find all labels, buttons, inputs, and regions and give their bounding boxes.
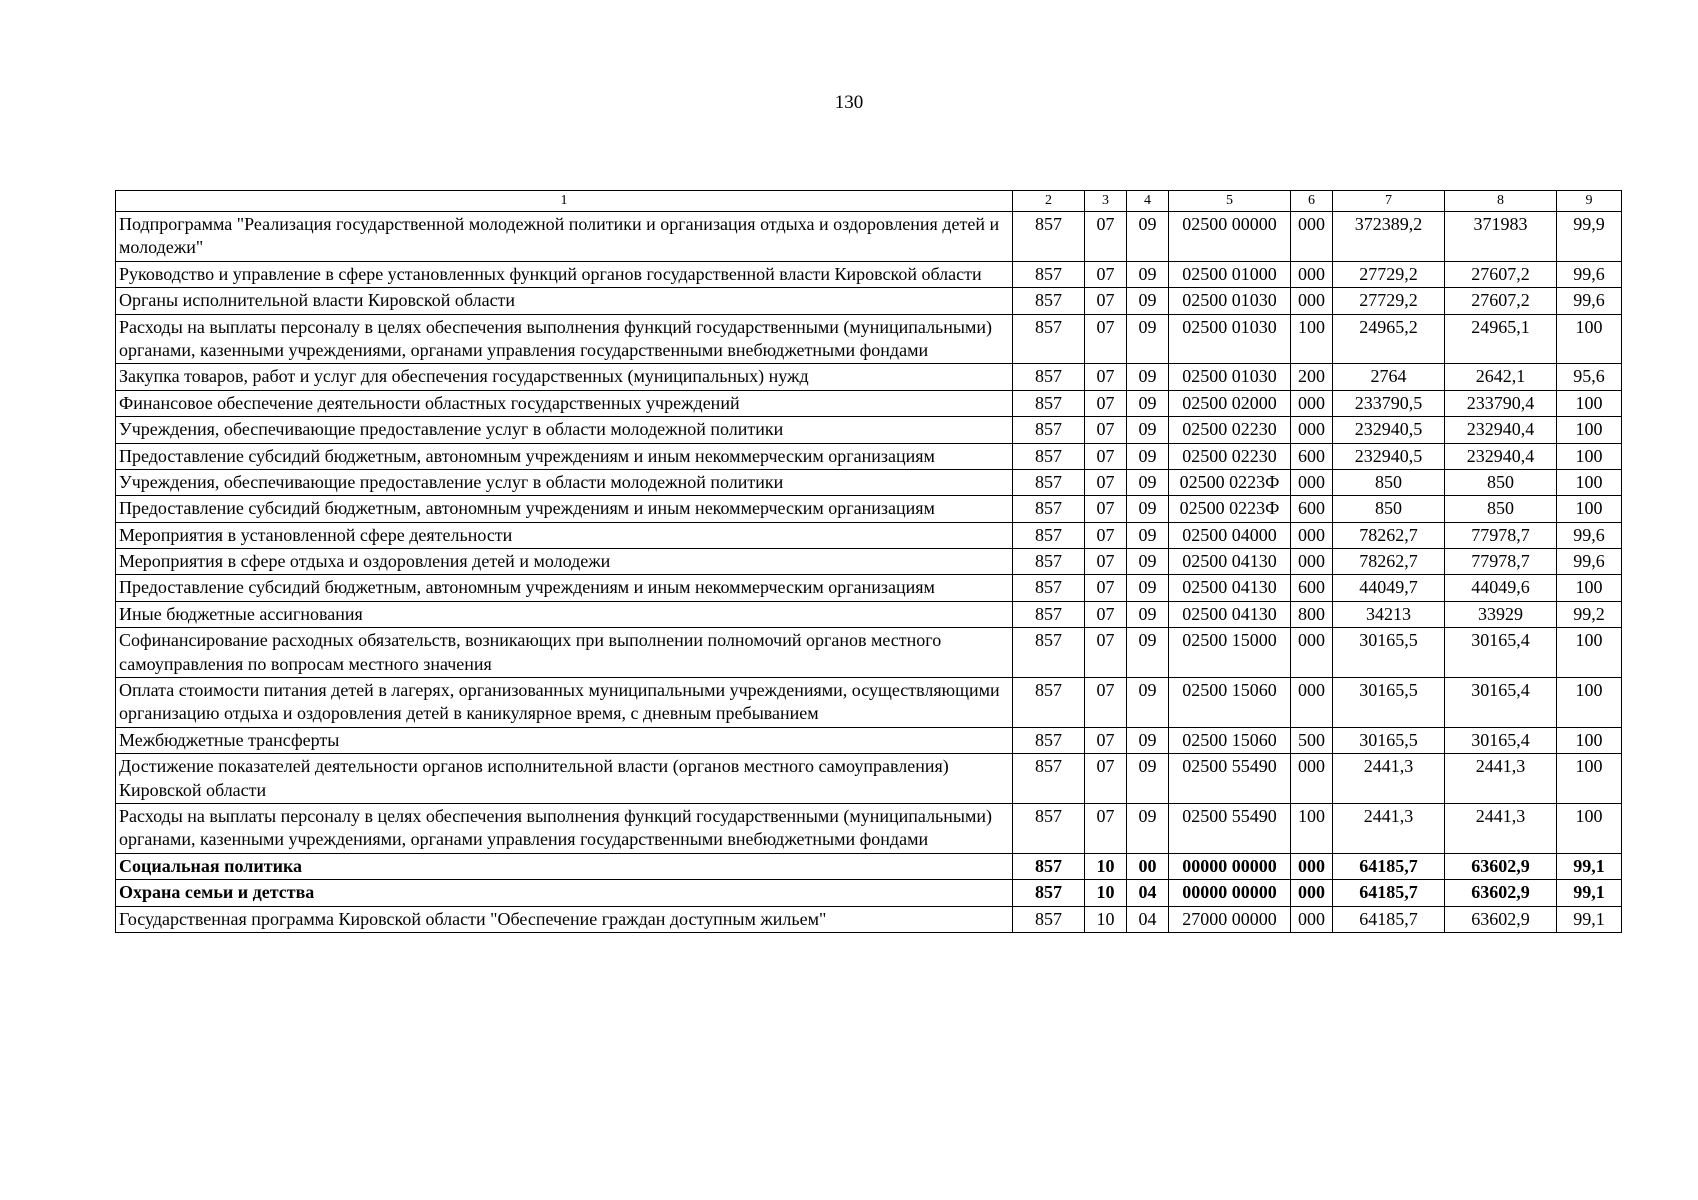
table-row [116,906,1622,932]
planned-amount-cell: 64185,7 [1333,853,1445,879]
row-name-cell: Охрана семьи и детства [116,880,1013,906]
planned-amount-cell: 27729,2 [1333,261,1445,287]
target-code-cell: 00000 00000 [1169,853,1291,879]
target-code-cell: 02500 04130 [1169,549,1291,575]
section-code-cell: 07 [1085,754,1127,804]
actual-amount-cell: 2642,1 [1445,364,1557,390]
percent-cell: 99,1 [1557,880,1622,906]
subsection-code-cell: 09 [1127,754,1169,804]
subsection-code-cell: 09 [1127,496,1169,522]
expense-type-cell: 000 [1291,628,1333,678]
table-row [116,443,1622,469]
row-name-cell: Предоставление субсидий бюджетным, автономным учреждениям и иным некоммерческим организациям [116,575,1013,601]
actual-amount-cell: 63602,9 [1445,880,1557,906]
expense-type-cell: 000 [1291,906,1333,932]
actual-amount-cell: 2441,3 [1445,803,1557,853]
column-header: 6 [1291,191,1333,212]
ministry-code-cell: 857 [1013,390,1085,416]
actual-amount-cell: 232940,4 [1445,443,1557,469]
subsection-code-cell: 09 [1127,803,1169,853]
subsection-code-cell: 09 [1127,261,1169,287]
target-code-cell: 02500 04130 [1169,575,1291,601]
target-code-cell: 02500 02000 [1169,390,1291,416]
row-name-cell: Финансовое обеспечение деятельности областных государственных учреждений [116,390,1013,416]
subsection-code-cell: 09 [1127,522,1169,548]
percent-cell: 100 [1557,575,1622,601]
percent-cell: 99,2 [1557,601,1622,627]
subsection-code-cell: 09 [1127,314,1169,364]
section-code-cell: 07 [1085,417,1127,443]
section-code-cell: 07 [1085,678,1127,728]
percent-cell: 100 [1557,314,1622,364]
ministry-code-cell: 857 [1013,443,1085,469]
table-row [116,364,1622,390]
target-code-cell: 02500 0223Ф [1169,469,1291,495]
table-row [116,390,1622,416]
section-code-cell: 07 [1085,261,1127,287]
expense-type-cell: 000 [1291,522,1333,548]
ministry-code-cell: 857 [1013,549,1085,575]
expense-type-cell: 000 [1291,212,1333,262]
target-code-cell: 02500 15000 [1169,628,1291,678]
section-code-cell: 07 [1085,390,1127,416]
target-code-cell: 02500 01030 [1169,314,1291,364]
table-row [116,549,1622,575]
column-number-row [116,191,1622,212]
ministry-code-cell: 857 [1013,880,1085,906]
expense-type-cell: 000 [1291,469,1333,495]
percent-cell: 99,6 [1557,522,1622,548]
actual-amount-cell: 30165,4 [1445,678,1557,728]
planned-amount-cell: 232940,5 [1333,417,1445,443]
actual-amount-cell: 30165,4 [1445,727,1557,753]
actual-amount-cell: 63602,9 [1445,906,1557,932]
table-row [116,853,1622,879]
actual-amount-cell: 77978,7 [1445,549,1557,575]
ministry-code-cell: 857 [1013,496,1085,522]
subsection-code-cell: 09 [1127,443,1169,469]
actual-amount-cell: 2441,3 [1445,754,1557,804]
percent-cell: 100 [1557,727,1622,753]
target-code-cell: 02500 04130 [1169,601,1291,627]
ministry-code-cell: 857 [1013,601,1085,627]
table-row [116,880,1622,906]
expense-type-cell: 000 [1291,288,1333,314]
table-row [116,727,1622,753]
planned-amount-cell: 232940,5 [1333,443,1445,469]
section-code-cell: 07 [1085,469,1127,495]
expense-type-cell: 800 [1291,601,1333,627]
ministry-code-cell: 857 [1013,261,1085,287]
section-code-cell: 07 [1085,496,1127,522]
table-row [116,522,1622,548]
column-header: 4 [1127,191,1169,212]
ministry-code-cell: 857 [1013,906,1085,932]
planned-amount-cell: 850 [1333,469,1445,495]
expense-type-cell: 000 [1291,880,1333,906]
row-name-cell: Расходы на выплаты персоналу в целях обеспечения выполнения функций государственными (муниципальными) органами, казенными учреждениями, органами управления государственными внебюджетными фондами [116,314,1013,364]
row-name-cell: Мероприятия в установленной сфере деятельности [116,522,1013,548]
column-header: 5 [1169,191,1291,212]
table-row [116,417,1622,443]
section-code-cell: 07 [1085,443,1127,469]
percent-cell: 100 [1557,754,1622,804]
subsection-code-cell: 04 [1127,880,1169,906]
percent-cell: 100 [1557,803,1622,853]
column-header: 9 [1557,191,1622,212]
planned-amount-cell: 372389,2 [1333,212,1445,262]
expense-type-cell: 600 [1291,575,1333,601]
planned-amount-cell: 2441,3 [1333,803,1445,853]
table-row [116,314,1622,364]
target-code-cell: 02500 01030 [1169,288,1291,314]
expense-type-cell: 100 [1291,803,1333,853]
table-row [116,678,1622,728]
percent-cell: 99,1 [1557,906,1622,932]
planned-amount-cell: 30165,5 [1333,727,1445,753]
percent-cell: 99,6 [1557,261,1622,287]
target-code-cell: 02500 02230 [1169,443,1291,469]
planned-amount-cell: 44049,7 [1333,575,1445,601]
ministry-code-cell: 857 [1013,469,1085,495]
table-row [116,212,1622,262]
row-name-cell: Софинансирование расходных обязательств, возникающих при выполнении полномочий органов местного самоуправления по вопросам местного значения [116,628,1013,678]
page-number: 130 [834,92,864,113]
section-code-cell: 10 [1085,906,1127,932]
target-code-cell: 02500 15060 [1169,727,1291,753]
subsection-code-cell: 09 [1127,601,1169,627]
subsection-code-cell: 09 [1127,628,1169,678]
budget-table [115,190,1622,933]
row-name-cell: Социальная политика [116,853,1013,879]
planned-amount-cell: 2764 [1333,364,1445,390]
row-name-cell: Оплата стоимости питания детей в лагерях, организованных муниципальными учреждениями, осуществляющими организацию отдыха и оздоровления детей в каникулярное время, с дневным пребыванием [116,678,1013,728]
column-header: 2 [1013,191,1085,212]
ministry-code-cell: 857 [1013,754,1085,804]
table-row [116,496,1622,522]
ministry-code-cell: 857 [1013,522,1085,548]
actual-amount-cell: 77978,7 [1445,522,1557,548]
target-code-cell: 27000 00000 [1169,906,1291,932]
expense-type-cell: 100 [1291,314,1333,364]
percent-cell: 99,1 [1557,853,1622,879]
expense-type-cell: 200 [1291,364,1333,390]
row-name-cell: Предоставление субсидий бюджетным, автономным учреждениям и иным некоммерческим организациям [116,496,1013,522]
target-code-cell: 00000 00000 [1169,880,1291,906]
subsection-code-cell: 09 [1127,678,1169,728]
section-code-cell: 07 [1085,549,1127,575]
subsection-code-cell: 09 [1127,575,1169,601]
percent-cell: 100 [1557,628,1622,678]
target-code-cell: 02500 0223Ф [1169,496,1291,522]
row-name-cell: Мероприятия в сфере отдыха и оздоровления детей и молодежи [116,549,1013,575]
actual-amount-cell: 27607,2 [1445,288,1557,314]
percent-cell: 95,6 [1557,364,1622,390]
table-row [116,288,1622,314]
planned-amount-cell: 78262,7 [1333,522,1445,548]
row-name-cell: Межбюджетные трансферты [116,727,1013,753]
table-row [116,601,1622,627]
planned-amount-cell: 34213 [1333,601,1445,627]
subsection-code-cell: 00 [1127,853,1169,879]
percent-cell: 100 [1557,678,1622,728]
actual-amount-cell: 850 [1445,496,1557,522]
row-name-cell: Учреждения, обеспечивающие предоставление услуг в области молодежной политики [116,417,1013,443]
section-code-cell: 07 [1085,575,1127,601]
table-row [116,803,1622,853]
actual-amount-cell: 33929 [1445,601,1557,627]
row-name-cell: Расходы на выплаты персоналу в целях обеспечения выполнения функций государственными (муниципальными) органами, казенными учреждениями, органами управления государственными внебюджетными фондами [116,803,1013,853]
planned-amount-cell: 78262,7 [1333,549,1445,575]
planned-amount-cell: 850 [1333,496,1445,522]
percent-cell: 100 [1557,469,1622,495]
planned-amount-cell: 64185,7 [1333,880,1445,906]
row-name-cell: Достижение показателей деятельности органов исполнительной власти (органов местного самоуправления) Кировской области [116,754,1013,804]
expense-type-cell: 600 [1291,496,1333,522]
actual-amount-cell: 233790,4 [1445,390,1557,416]
target-code-cell: 02500 00000 [1169,212,1291,262]
table-row [116,261,1622,287]
row-name-cell: Руководство и управление в сфере установленных функций органов государственной власти Кировской области [116,261,1013,287]
actual-amount-cell: 371983 [1445,212,1557,262]
percent-cell: 100 [1557,496,1622,522]
actual-amount-cell: 27607,2 [1445,261,1557,287]
expense-type-cell: 600 [1291,443,1333,469]
percent-cell: 99,9 [1557,212,1622,262]
planned-amount-cell: 24965,2 [1333,314,1445,364]
subsection-code-cell: 09 [1127,364,1169,390]
ministry-code-cell: 857 [1013,628,1085,678]
ministry-code-cell: 857 [1013,212,1085,262]
target-code-cell: 02500 02230 [1169,417,1291,443]
ministry-code-cell: 857 [1013,417,1085,443]
table-row [116,469,1622,495]
expense-type-cell: 500 [1291,727,1333,753]
target-code-cell: 02500 01000 [1169,261,1291,287]
subsection-code-cell: 09 [1127,469,1169,495]
section-code-cell: 10 [1085,880,1127,906]
column-header: 7 [1333,191,1445,212]
section-code-cell: 07 [1085,212,1127,262]
expense-type-cell: 000 [1291,549,1333,575]
ministry-code-cell: 857 [1013,575,1085,601]
section-code-cell: 07 [1085,601,1127,627]
row-name-cell: Предоставление субсидий бюджетным, автономным учреждениям и иным некоммерческим организациям [116,443,1013,469]
planned-amount-cell: 27729,2 [1333,288,1445,314]
target-code-cell: 02500 15060 [1169,678,1291,728]
planned-amount-cell: 233790,5 [1333,390,1445,416]
expense-type-cell: 000 [1291,261,1333,287]
table-row [116,754,1622,804]
actual-amount-cell: 24965,1 [1445,314,1557,364]
row-name-cell: Закупка товаров, работ и услуг для обеспечения государственных (муниципальных) нужд [116,364,1013,390]
row-name-cell: Иные бюджетные ассигнования [116,601,1013,627]
table-row [116,628,1622,678]
expense-type-cell: 000 [1291,390,1333,416]
subsection-code-cell: 09 [1127,549,1169,575]
ministry-code-cell: 857 [1013,727,1085,753]
section-code-cell: 07 [1085,628,1127,678]
actual-amount-cell: 30165,4 [1445,628,1557,678]
subsection-code-cell: 09 [1127,417,1169,443]
target-code-cell: 02500 55490 [1169,803,1291,853]
table-row [116,575,1622,601]
column-header: 3 [1085,191,1127,212]
expense-type-cell: 000 [1291,678,1333,728]
ministry-code-cell: 857 [1013,288,1085,314]
row-name-cell: Органы исполнительной власти Кировской области [116,288,1013,314]
subsection-code-cell: 09 [1127,288,1169,314]
row-name-cell: Подпрограмма "Реализация государственной молодежной политики и организация отдыха и оздоровления детей и молодежи" [116,212,1013,262]
section-code-cell: 07 [1085,803,1127,853]
percent-cell: 100 [1557,443,1622,469]
expense-type-cell: 000 [1291,853,1333,879]
target-code-cell: 02500 55490 [1169,754,1291,804]
section-code-cell: 07 [1085,522,1127,548]
column-header: 1 [116,191,1013,212]
section-code-cell: 07 [1085,314,1127,364]
target-code-cell: 02500 04000 [1169,522,1291,548]
subsection-code-cell: 04 [1127,906,1169,932]
expense-type-cell: 000 [1291,417,1333,443]
planned-amount-cell: 2441,3 [1333,754,1445,804]
percent-cell: 99,6 [1557,549,1622,575]
expense-type-cell: 000 [1291,754,1333,804]
subsection-code-cell: 09 [1127,727,1169,753]
row-name-cell: Государственная программа Кировской области "Обеспечение граждан доступным жильем" [116,906,1013,932]
target-code-cell: 02500 01030 [1169,364,1291,390]
planned-amount-cell: 30165,5 [1333,678,1445,728]
section-code-cell: 10 [1085,853,1127,879]
planned-amount-cell: 64185,7 [1333,906,1445,932]
row-name-cell: Учреждения, обеспечивающие предоставление услуг в области молодежной политики [116,469,1013,495]
actual-amount-cell: 44049,6 [1445,575,1557,601]
actual-amount-cell: 232940,4 [1445,417,1557,443]
percent-cell: 100 [1557,417,1622,443]
planned-amount-cell: 30165,5 [1333,628,1445,678]
percent-cell: 100 [1557,390,1622,416]
section-code-cell: 07 [1085,288,1127,314]
ministry-code-cell: 857 [1013,678,1085,728]
actual-amount-cell: 63602,9 [1445,853,1557,879]
section-code-cell: 07 [1085,727,1127,753]
ministry-code-cell: 857 [1013,803,1085,853]
section-code-cell: 07 [1085,364,1127,390]
column-header: 8 [1445,191,1557,212]
ministry-code-cell: 857 [1013,364,1085,390]
ministry-code-cell: 857 [1013,314,1085,364]
subsection-code-cell: 09 [1127,390,1169,416]
ministry-code-cell: 857 [1013,853,1085,879]
percent-cell: 99,6 [1557,288,1622,314]
actual-amount-cell: 850 [1445,469,1557,495]
subsection-code-cell: 09 [1127,212,1169,262]
